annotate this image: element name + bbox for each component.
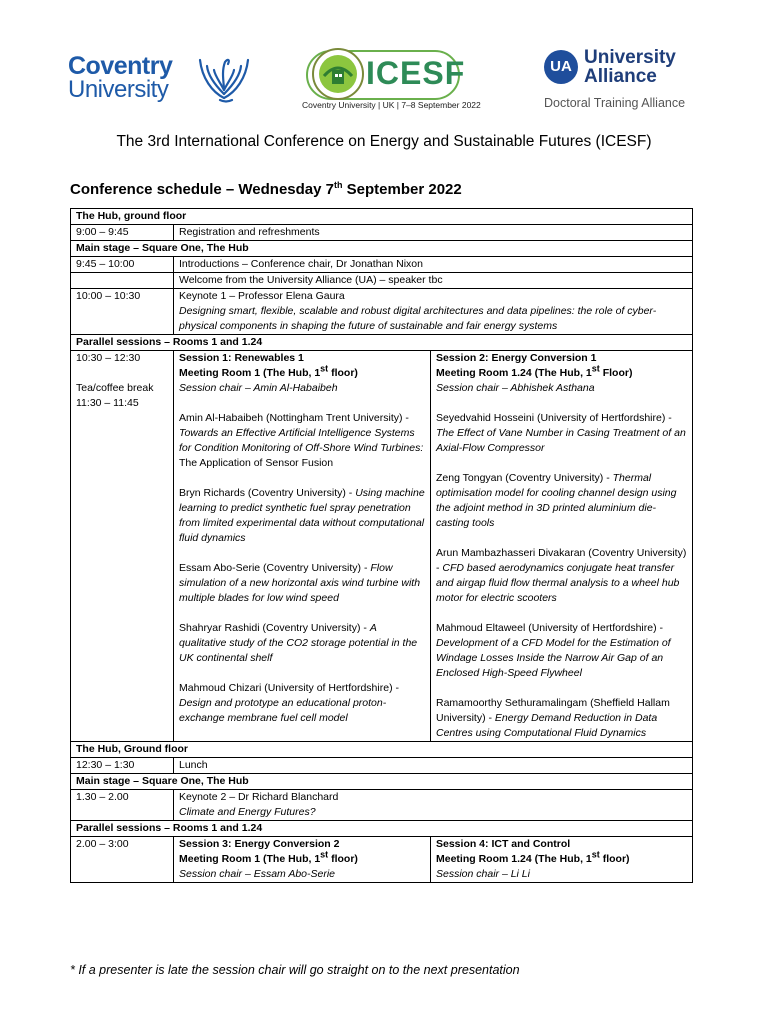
time-cell (71, 351, 174, 742)
talk-author: Zeng Tongyan (Coventry University) - (436, 472, 613, 484)
keynote-title: Keynote 1 – Professor Elena Gaura (179, 290, 345, 302)
schedule-row (71, 225, 693, 241)
talk-title: Thermal optimisation model for cooling channel design using the adjoint method in 3D printed aluminium die-casting tools (436, 472, 677, 529)
ua-logo-line1: University (584, 47, 676, 68)
talk-author: Mahmoud Eltaweel (University of Hertfordshire) - (436, 622, 663, 634)
talk-list (436, 411, 687, 741)
session-time: 10:30 – 12:30 (76, 352, 141, 364)
ua-mark-icon: UA (544, 50, 578, 84)
keynote-cell (174, 790, 693, 821)
parallel-sessions-row (71, 837, 693, 883)
section-header: Parallel sessions – Rooms 1 and 1.24 (71, 335, 693, 351)
section-header-row (71, 209, 693, 225)
talk-list (179, 411, 425, 726)
section-header-row (71, 774, 693, 790)
talk-title: Development of a CFD Model for the Estimation of Windage Losses Inside the Narrow Air Gap of an Enclosed High-Speed Flywheel (436, 637, 671, 679)
time-cell (71, 273, 174, 289)
time-cell: 12:30 – 1:30 (71, 758, 174, 774)
talk-author: Ramamoorthy Sethuramalingam (Sheffield Hallam University) - (436, 697, 670, 724)
session-2-cell (431, 351, 693, 742)
session-1-cell (174, 351, 431, 742)
session-title: Session 1: Renewables 1 (179, 352, 304, 364)
talk-title: The Effect of Vane Number in Casing Treatment of an Axial-Flow Compressor (436, 427, 686, 454)
ua-logo-subtitle: Doctoral Training Alliance (544, 96, 686, 110)
talk-author: Mahmoud Chizari (University of Hertfordshire) - (179, 682, 399, 694)
session-title: Session 4: ICT and Control (436, 838, 571, 850)
section-header: Parallel sessions – Rooms 1 and 1.24 (71, 821, 693, 837)
talk-entry (436, 471, 687, 531)
session-chair: Session chair – Essam Abo-Serie (179, 868, 336, 880)
schedule-row (71, 790, 693, 821)
talk-title: Design and prototype an educational proton-exchange membrane fuel cell model (179, 697, 387, 724)
logo-bar (60, 44, 710, 114)
talk-author: Arun Mambazhasseri Divakaran (Coventry University) - (436, 547, 687, 574)
talk-entry (436, 546, 687, 606)
session-room: Meeting Room 1.24 (The Hub, 1st floor) (436, 849, 630, 865)
talk-entry (179, 411, 425, 456)
break-note: Tea/coffee break 11:30 – 11:45 (76, 382, 154, 409)
ua-logo-line2: Alliance (584, 66, 657, 87)
session-title: Session 3: Energy Conversion 2 (179, 838, 340, 850)
talk-entry (179, 486, 425, 546)
time-cell: 2.00 – 3:00 (71, 837, 174, 883)
time-cell: 9:45 – 10:00 (71, 257, 174, 273)
conference-title: The 3rd International Conference on Energy and Sustainable Futures (ICESF) (116, 133, 652, 150)
talk-author: Essam Abo-Serie (Coventry University) - (179, 562, 371, 574)
talk-entry (436, 621, 687, 681)
talk-author: Seyedvahid Hosseini (University of Hertfordshire) - (436, 412, 672, 424)
keynote-talk: Climate and Energy Futures? (179, 806, 316, 818)
section-header-row (71, 335, 693, 351)
talk-entry (179, 561, 425, 606)
section-header-row (71, 742, 693, 758)
session-4-cell (431, 837, 693, 883)
session-chair: Session chair – Amin Al-Habaibeh (179, 382, 338, 394)
section-header-row (71, 241, 693, 257)
talk-title: Using machine learning to predict synthetic fuel spray penetration from limited experimental data without computational fluid dynamics (179, 487, 425, 544)
parallel-sessions-row (71, 351, 693, 742)
coventry-logo-line1: Coventry (68, 52, 173, 80)
event-cell: Registration and refreshments (174, 225, 693, 241)
globe-icon (310, 46, 366, 102)
talk-author: Bryn Richards (Coventry University) - (179, 487, 356, 499)
talk-author: Amin Al-Habaibeh (Nottingham Trent University) - (179, 412, 409, 424)
keynote-talk: Designing smart, flexible, scalable and robust digital architectures and data pipelines: the role of cyber-physical components in shaping the future of sustainable and fair energy systems (179, 305, 657, 332)
section-header: Main stage – Square One, The Hub (71, 241, 693, 257)
icesf-logo (300, 44, 520, 114)
talk-title: CFD based aerodynamics conjugate heat transfer and airgap fluid flow thermal analysis to a wheel hub motor for electric scooters (436, 562, 680, 604)
section-header-row (71, 821, 693, 837)
event-cell: Lunch (174, 758, 693, 774)
icesf-logo-text: ICESF (366, 55, 466, 91)
section-header: The Hub, Ground floor (71, 742, 693, 758)
talk-subtitle: The Application of Sensor Fusion (179, 457, 334, 469)
schedule-title: Conference schedule – Wednesday 7th September 2022 (70, 180, 462, 198)
event-cell: Introductions – Conference chair, Dr Jonathan Nixon (174, 257, 693, 273)
session-chair: Session chair – Abhishek Asthana (436, 382, 595, 394)
talk-author: Shahryar Rashidi (Coventry University) - (179, 622, 370, 634)
event-cell: Welcome from the University Alliance (UA) – speaker tbc (174, 273, 693, 289)
time-cell: 1.30 – 2.00 (71, 790, 174, 821)
session-room: Meeting Room 1.24 (The Hub, 1st Floor) (436, 363, 633, 379)
talk-title: Flow simulation of a new horizontal axis wind turbine with multiple blades for low wind speed (179, 562, 421, 604)
session-3-cell (174, 837, 431, 883)
schedule-row (71, 289, 693, 335)
section-header: The Hub, ground floor (71, 209, 693, 225)
time-cell: 10:00 – 10:30 (71, 289, 174, 335)
coventry-logo-line2: University (68, 76, 169, 103)
session-title: Session 2: Energy Conversion 1 (436, 352, 597, 364)
talk-title: A qualitative study of the CO2 storage potential in the UK continental shelf (179, 622, 418, 664)
talk-title: Towards an Effective Artificial Intelligence Systems for Condition Monitoring of Off-Shore Wind Turbines: (179, 427, 424, 454)
talk-entry (179, 681, 425, 726)
schedule-table (70, 208, 693, 883)
schedule-row (71, 273, 693, 289)
talk-entry (436, 696, 687, 741)
time-cell: 9:00 – 9:45 (71, 225, 174, 241)
talk-entry (436, 411, 687, 456)
icesf-logo-subtitle: Coventry University | UK | 7–8 September 2022 (302, 100, 481, 110)
coventry-university-logo (68, 48, 268, 108)
talk-title: Energy Demand Reduction in Data Centres using Computational Fluid Dynamics (436, 712, 658, 739)
footnote: * If a presenter is late the session chair will go straight on to the next presentation (70, 963, 520, 977)
session-room: Meeting Room 1 (The Hub, 1st floor) (179, 849, 358, 865)
phoenix-icon (194, 48, 254, 104)
university-alliance-logo (544, 48, 714, 114)
talk-entry (179, 621, 425, 666)
keynote-title: Keynote 2 – Dr Richard Blanchard (179, 791, 339, 803)
session-chair: Session chair – Li Li (436, 868, 530, 880)
section-header: Main stage – Square One, The Hub (71, 774, 693, 790)
session-room: Meeting Room 1 (The Hub, 1st floor) (179, 363, 358, 379)
schedule-row (71, 758, 693, 774)
schedule-row (71, 257, 693, 273)
keynote-cell (174, 289, 693, 335)
